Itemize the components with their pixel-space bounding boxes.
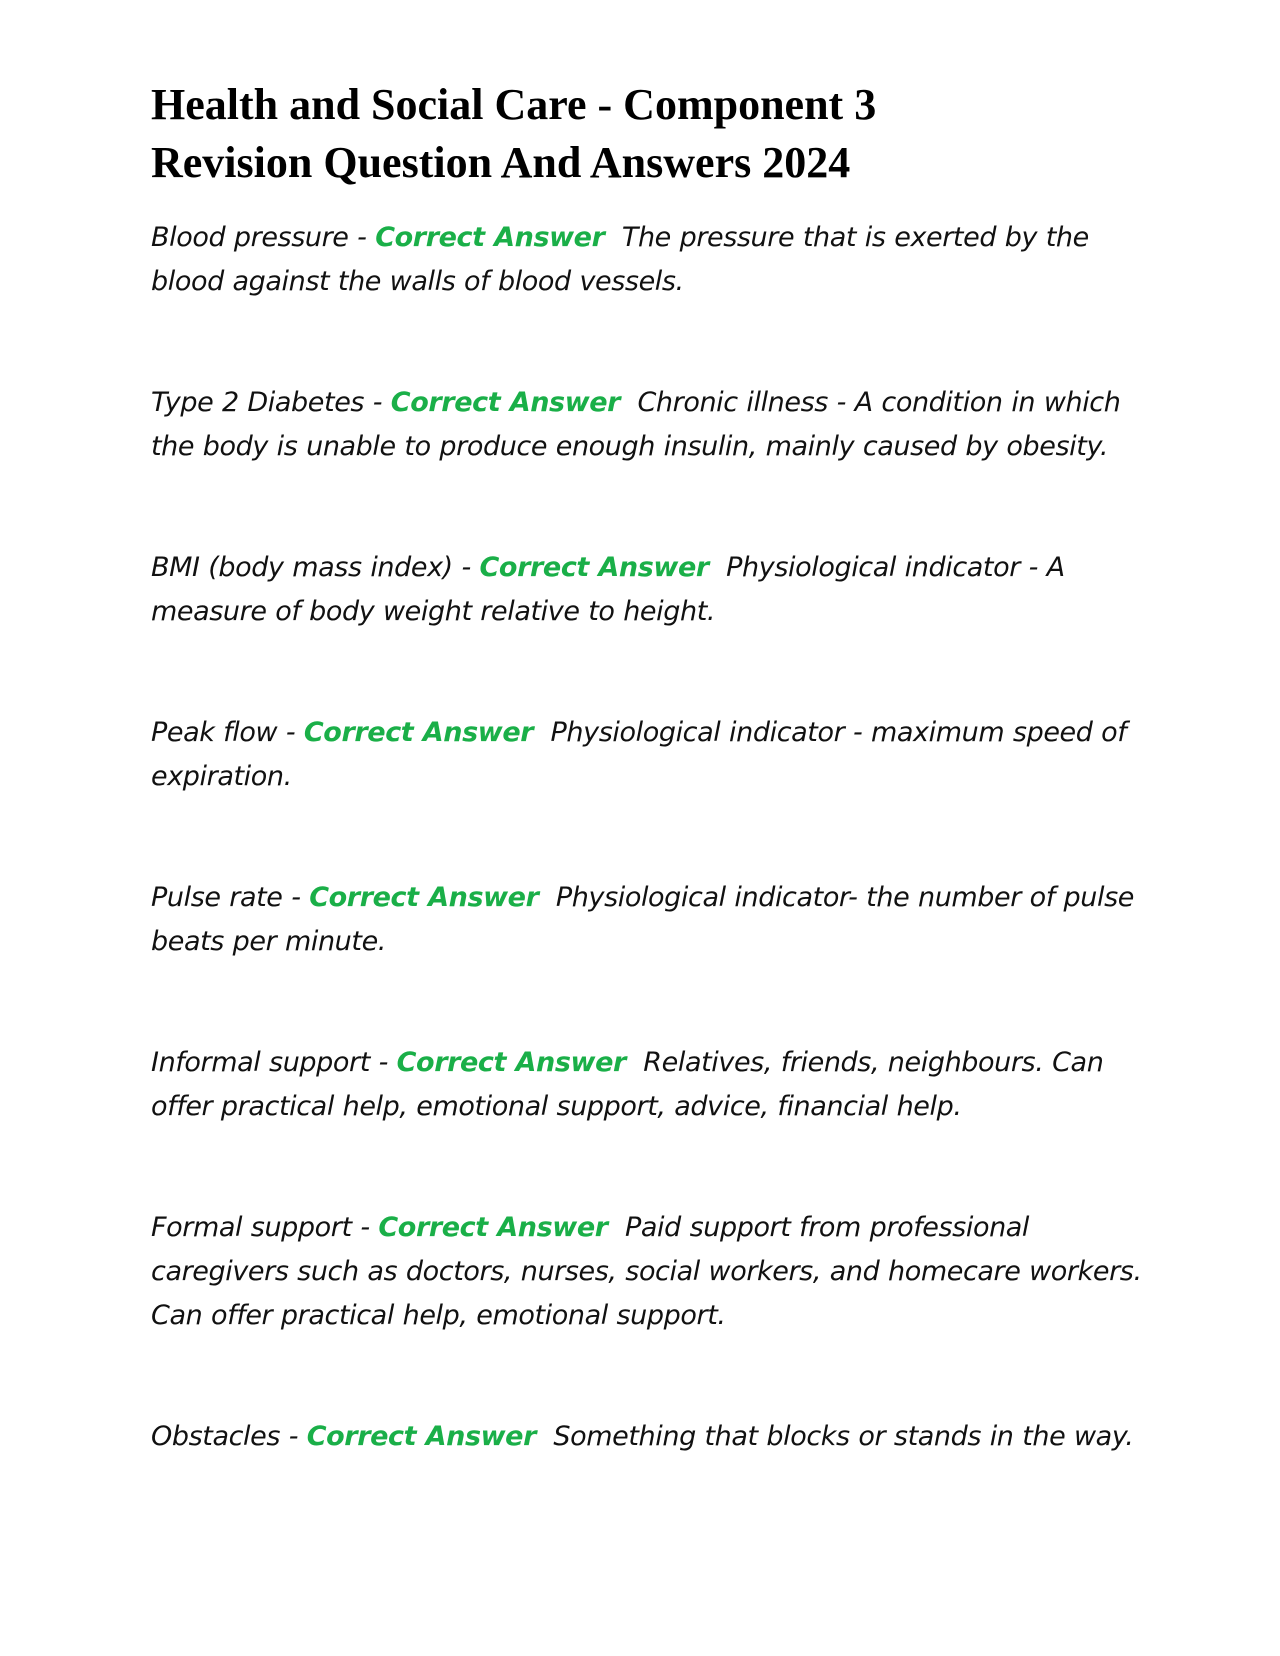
document-title — [151, 76, 1151, 192]
correct-answer-label: Correct Answer — [396, 1047, 626, 1078]
entry-term: Formal support — [151, 1212, 352, 1243]
entry-definition: Physiological indicator - maximum speed of expiration. — [151, 717, 1127, 792]
entry-definition: Something that blocks or stands in the way. — [553, 1421, 1134, 1452]
title-line-2: Revision Question And Answers 2024 — [151, 138, 851, 187]
entry-definition: Physiological indicator - A measure of body weight relative to height. — [151, 552, 1065, 627]
entry-definition: Relatives, friends, neighbours. Can offer practical help, emotional support, advice, financial help. — [151, 1047, 1104, 1122]
correct-answer-label: Correct Answer — [479, 552, 709, 583]
entry-definition: The pressure that is exerted by the blood against the walls of blood vessels. — [151, 222, 1089, 297]
entry-definition: Physiological indicator- the number of pulse beats per minute. — [151, 882, 1134, 957]
qa-entry-bmi: BMI (body mass index) - Correct Answer Physiological indicator - A measure of body weight relative to height. — [151, 552, 1065, 627]
correct-answer-label: Correct Answer — [306, 1421, 537, 1452]
correct-answer-label: Correct Answer — [375, 222, 605, 253]
entry-term: BMI (body mass index) — [151, 552, 453, 583]
qa-entry-pulse-rate: Pulse rate - Correct Answer Physiological indicator- the number of pulse beats per minute. — [151, 882, 1134, 957]
correct-answer-label: Correct Answer — [303, 717, 534, 748]
entry-term: Informal support — [151, 1047, 370, 1078]
entry-definition: Paid support from professional caregivers such as doctors, nurses, social workers, and homecare workers. Can offer practical help, emotional support. — [151, 1212, 1142, 1331]
title-line-1: Health and Social Care - Component 3 — [151, 80, 877, 129]
entry-term: Obstacles — [151, 1421, 281, 1452]
correct-answer-label: Correct Answer — [309, 882, 539, 913]
entry-term: Pulse rate — [151, 882, 283, 913]
entry-definition: Chronic illness - A condition in which the body is unable to produce enough insulin, mainly caused by obesity. — [151, 387, 1121, 462]
qa-entry-obstacles: Obstacles - Correct Answer Something that blocks or stands in the way. — [151, 1421, 1134, 1452]
qa-entry-type-2-diabetes: Type 2 Diabetes - Correct Answer Chronic illness - A condition in which the body is unable to produce enough insulin, mainly caused by obesity. — [151, 387, 1121, 462]
qa-entry-peak-flow: Peak flow - Correct Answer Physiological indicator - maximum speed of expiration. — [151, 717, 1127, 792]
qa-entry-blood-pressure: Blood pressure - Correct Answer The pressure that is exerted by the blood against the walls of blood vessels. — [151, 222, 1089, 297]
entry-term: Type 2 Diabetes — [151, 387, 365, 418]
correct-answer-label: Correct Answer — [390, 387, 621, 418]
document-page — [151, 76, 1151, 1536]
entry-term: Blood pressure — [151, 222, 349, 253]
qa-entry-formal-support: Formal support - Correct Answer Paid support from professional caregivers such as doctors, nurses, social workers, and homecare workers. Can offer practical help, emotional support. — [151, 1212, 1142, 1331]
qa-entry-informal-support: Informal support - Correct Answer Relatives, friends, neighbours. Can offer practical help, emotional support, advice, financial help. — [151, 1047, 1104, 1122]
entry-term: Peak flow — [151, 717, 278, 748]
correct-answer-label: Correct Answer — [378, 1212, 608, 1243]
